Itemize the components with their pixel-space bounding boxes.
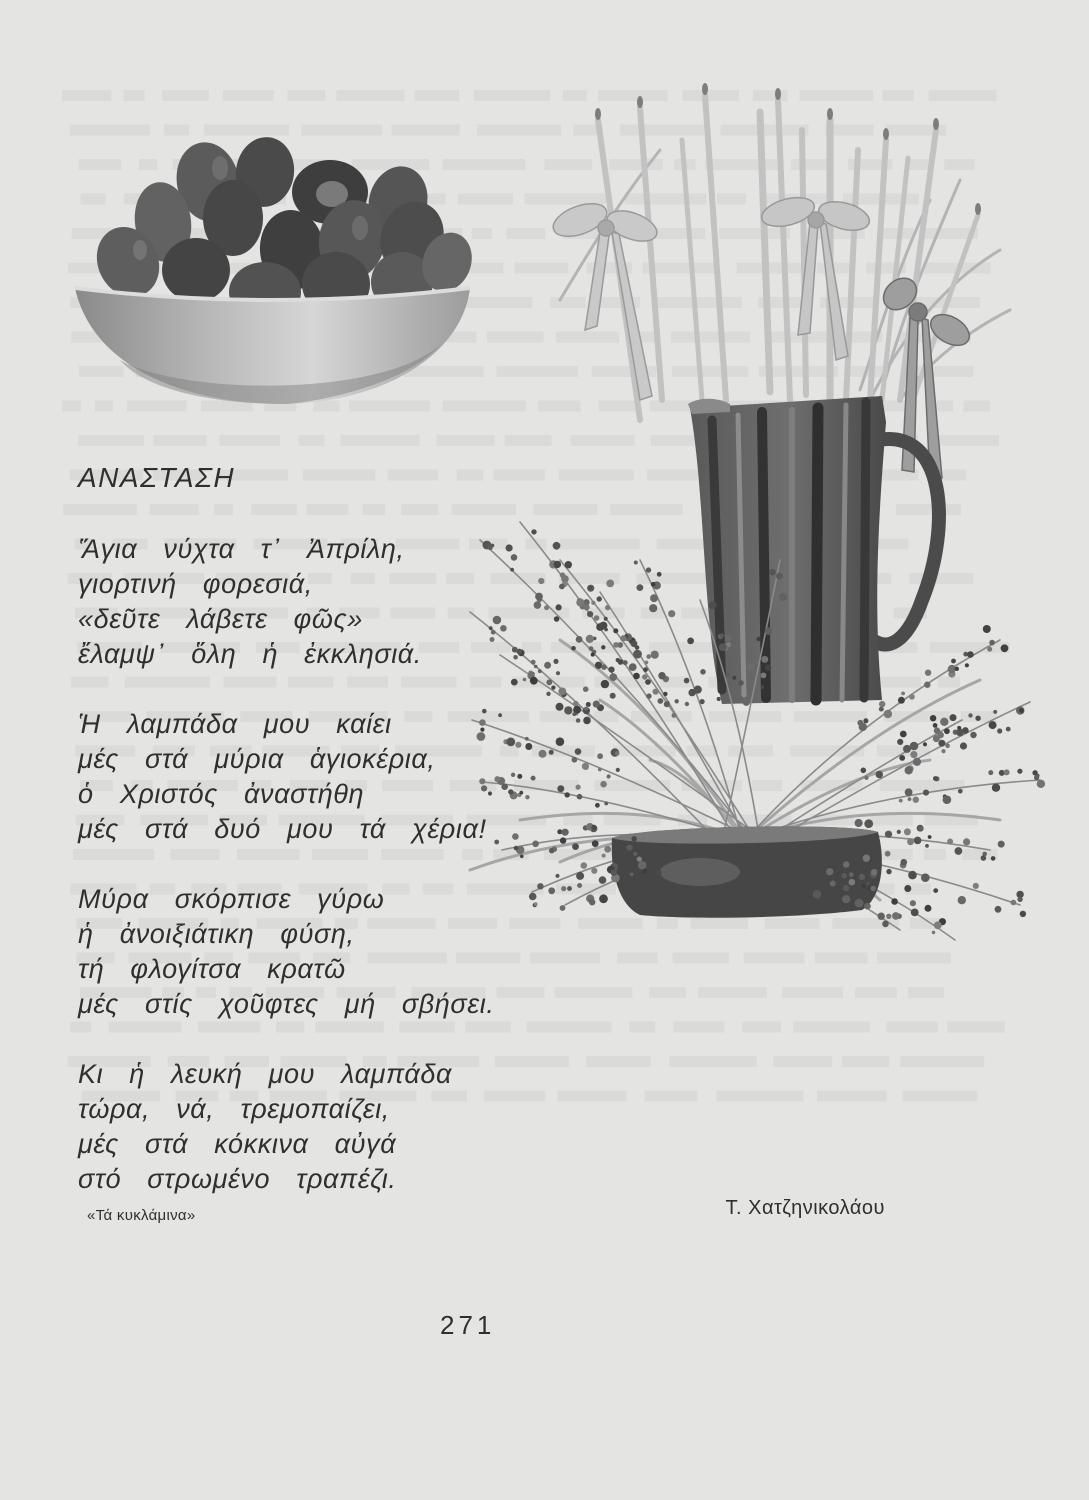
flower-bud: [842, 873, 848, 879]
flower-bud: [862, 884, 866, 888]
show-through-mark: [62, 90, 111, 101]
flower-bud: [944, 728, 950, 734]
flower-bud: [1017, 769, 1022, 774]
show-through-mark: [800, 90, 874, 101]
show-through-mark: [139, 159, 157, 170]
show-through-mark: [842, 1056, 890, 1067]
flower-bud: [830, 881, 836, 887]
flower-bud: [700, 669, 706, 675]
flower-bud: [761, 656, 768, 663]
show-through-mark: [944, 159, 974, 170]
flower-bud: [933, 776, 938, 781]
flower-bud: [925, 905, 932, 912]
show-through-mark: [765, 918, 820, 929]
flower-bud: [943, 795, 952, 804]
flower-bud: [761, 673, 767, 679]
flower-bud: [897, 830, 901, 834]
flower-bud: [932, 931, 936, 935]
show-through-mark: [404, 366, 484, 377]
show-through-mark: [625, 194, 707, 205]
flower-bud: [958, 896, 966, 904]
flower-bud: [934, 921, 942, 929]
show-through-mark: [525, 194, 610, 205]
flower-bud: [866, 882, 870, 886]
show-through-mark: [963, 401, 990, 412]
show-through-mark: [903, 1091, 978, 1102]
show-through-mark: [947, 1022, 1005, 1033]
flower-bud: [904, 828, 911, 835]
candle-flame: [775, 88, 781, 100]
flower-bud: [970, 732, 976, 738]
flower-bud: [901, 692, 905, 696]
flower-bud: [987, 647, 992, 652]
flower-bud: [859, 723, 867, 731]
flower-bud: [913, 797, 919, 803]
show-through-mark: [709, 711, 781, 722]
show-through-mark: [690, 918, 748, 929]
show-through-mark: [910, 573, 974, 584]
flower-bud: [934, 727, 940, 733]
show-through-mark: [514, 263, 568, 274]
flower-bud: [720, 633, 724, 637]
flower-bud: [899, 755, 905, 761]
flower-bud: [945, 744, 950, 749]
flower-bud: [898, 697, 905, 704]
show-through-mark: [877, 746, 930, 757]
show-through-mark: [507, 228, 546, 239]
flower-bud: [892, 912, 900, 920]
show-through-mark: [654, 297, 742, 308]
flower-bud: [684, 678, 690, 684]
show-through-mark: [219, 435, 280, 446]
flower-bud: [921, 873, 930, 882]
flower-bud: [855, 899, 864, 908]
flower-bud: [1001, 644, 1009, 652]
show-through-mark: [752, 780, 782, 791]
show-through-mark: [773, 1056, 832, 1067]
flower-bud: [694, 686, 702, 694]
candle-flame: [975, 203, 981, 215]
flower-bud: [983, 625, 991, 633]
flower-bud: [997, 728, 1002, 733]
show-through-mark: [81, 194, 106, 205]
flower-bud: [685, 702, 689, 706]
page-number: 271: [440, 1310, 496, 1340]
flower-bud: [863, 855, 870, 862]
show-through-mark: [313, 401, 339, 412]
verse-line: ὁ Χριστός ἀναστήθη: [78, 779, 365, 809]
flower-bud: [1011, 900, 1017, 906]
verse-line: μές στά δυό μου τά χέρια!: [78, 814, 487, 844]
show-through-mark: [682, 90, 739, 101]
verse-line: «δεῦτε λάβετε φῶς»: [78, 604, 363, 634]
show-through-mark: [753, 90, 787, 101]
show-through-mark: [352, 159, 430, 170]
flower-bud: [910, 751, 917, 758]
flower-bud: [923, 742, 927, 746]
show-through-mark: [497, 366, 578, 377]
show-through-mark: [598, 90, 668, 101]
candle-flame: [637, 96, 643, 108]
show-through-mark: [474, 90, 550, 101]
flower-bud: [871, 886, 876, 891]
flower-bud: [884, 710, 892, 718]
flower-bud: [746, 664, 754, 672]
flower-bud: [925, 670, 931, 676]
flower-bud: [726, 673, 730, 677]
flower-bud: [876, 771, 883, 778]
show-through-mark: [78, 435, 144, 446]
verse-line: τώρα, νά, τρεμοπαίζει,: [78, 1094, 390, 1124]
flower-bud: [760, 685, 764, 689]
flower-bud: [864, 776, 868, 780]
show-through-mark: [153, 435, 206, 446]
verse-line: Ἅγια νύχτα τ᾽ Ἀπρίλη,: [78, 534, 405, 564]
flower-bud: [732, 676, 736, 680]
flower-bud: [913, 758, 921, 766]
flower-bud: [843, 861, 850, 868]
flower-bud: [886, 914, 891, 919]
flower-bud: [967, 651, 974, 658]
show-through-mark: [79, 159, 122, 170]
flower-bud: [725, 635, 732, 642]
show-through-mark: [95, 401, 113, 412]
flower-bud: [910, 900, 916, 906]
show-through-mark: [672, 366, 749, 377]
flower-bud: [765, 627, 773, 635]
stanza: [78, 532, 678, 672]
verse-line: τή φλογίτσα κρατῶ: [78, 954, 346, 984]
stanza: [78, 707, 678, 847]
poem-source: «Τά κυκλάμινα»: [87, 1207, 196, 1224]
show-through-mark: [164, 125, 189, 136]
flower-bud: [891, 898, 898, 905]
flower-bud: [885, 831, 892, 838]
flower-bud: [1032, 770, 1037, 775]
flower-bud: [826, 868, 833, 875]
show-through-mark: [879, 228, 914, 239]
show-through-mark: [123, 90, 144, 101]
show-through-mark: [127, 401, 187, 412]
show-through-mark: [349, 401, 430, 412]
candle-flame: [883, 128, 889, 140]
flower-bud: [855, 819, 863, 827]
flower-bud: [923, 790, 929, 796]
show-through-mark: [487, 332, 544, 343]
show-through-mark: [204, 125, 289, 136]
flower-bud: [842, 895, 850, 903]
show-through-mark: [301, 125, 382, 136]
show-through-mark: [742, 1022, 781, 1033]
flower-bud: [925, 844, 929, 848]
verse-line: γιορτινή φορεσιά,: [78, 569, 313, 599]
show-through-mark: [70, 125, 150, 136]
show-through-mark: [674, 1022, 725, 1033]
flower-bud: [878, 913, 885, 920]
flower-bud: [965, 663, 969, 667]
show-through-mark: [930, 642, 1010, 653]
flower-bud: [779, 593, 787, 601]
flower-bud: [958, 789, 963, 794]
show-through-mark: [908, 987, 944, 998]
flower-bud: [861, 768, 867, 774]
show-through-mark: [877, 953, 951, 964]
flower-bud: [968, 713, 972, 717]
flower-bud: [988, 770, 993, 775]
show-through-mark: [932, 435, 999, 446]
flower-bud: [928, 835, 932, 839]
show-through-mark: [538, 401, 580, 412]
flower-bud: [719, 643, 727, 651]
flower-bud: [738, 680, 743, 685]
flower-bud: [989, 721, 997, 729]
flower-bud: [914, 837, 922, 845]
show-through-mark: [719, 228, 790, 239]
show-through-mark: [556, 332, 619, 343]
flower-bud: [864, 903, 871, 910]
flower-bud: [743, 698, 751, 706]
flower-bud: [973, 883, 979, 889]
flower-bud: [991, 856, 996, 861]
flower-bud: [960, 742, 967, 749]
verse-line: στό στρωμένο τραπέζι.: [78, 1164, 397, 1194]
show-through-mark: [477, 125, 561, 136]
show-through-mark: [817, 263, 855, 274]
show-through-mark: [443, 159, 526, 170]
show-through-mark: [896, 504, 961, 515]
show-through-mark: [544, 159, 592, 170]
show-through-mark: [938, 677, 960, 688]
show-through-mark: [162, 90, 209, 101]
flower-bud: [905, 766, 913, 774]
show-through-mark: [669, 1056, 756, 1067]
flower-bud: [899, 799, 903, 803]
flower-bud: [900, 731, 907, 738]
flower-bud: [963, 838, 970, 845]
poem: [78, 460, 678, 1232]
show-through-mark: [571, 435, 635, 446]
flower-bud: [859, 874, 865, 880]
show-through-mark: [443, 401, 526, 412]
flower-bud: [1037, 780, 1045, 788]
flower-bud: [863, 718, 868, 723]
verse-line: μές στίς χοῦφτες μή σβήσει.: [78, 989, 495, 1019]
candle: [778, 100, 790, 400]
show-through-mark: [62, 401, 81, 412]
flower-bud: [930, 715, 936, 721]
show-through-mark: [392, 125, 460, 136]
candle-flame: [595, 108, 601, 120]
flower-bud: [901, 859, 908, 866]
flower-bud: [992, 784, 1000, 792]
show-through-mark: [437, 435, 495, 446]
flower-bud: [911, 909, 919, 917]
flower-bud: [955, 847, 963, 855]
flower-bud: [769, 569, 775, 575]
flower-bud: [905, 788, 913, 796]
flower-bud: [700, 699, 705, 704]
flower-bud: [871, 869, 877, 875]
flower-bud: [849, 879, 856, 886]
show-through-mark: [716, 1091, 803, 1102]
poem-author: Τ. Χατζηνικολάου: [725, 1197, 885, 1219]
flower-bud: [1019, 708, 1024, 713]
candle: [760, 112, 770, 392]
flower-bud: [938, 740, 945, 747]
show-through-mark: [886, 1022, 937, 1033]
show-through-mark: [458, 194, 513, 205]
flower-bud: [989, 640, 995, 646]
flower-bud: [962, 727, 969, 734]
show-through-mark: [870, 815, 912, 826]
flower-bud: [910, 873, 916, 879]
show-through-mark: [744, 953, 805, 964]
candle: [705, 95, 726, 400]
show-through-mark: [717, 194, 746, 205]
flower-bud: [864, 819, 873, 828]
flower-bud: [1020, 911, 1026, 917]
show-through-mark: [721, 125, 809, 136]
show-through-mark: [472, 228, 492, 239]
pitcher-illustration: [688, 396, 939, 704]
flower-bud: [940, 718, 948, 726]
flower-bud: [885, 851, 891, 857]
easter-egg-highlight: [352, 216, 368, 240]
flower-bud: [993, 710, 997, 714]
flower-bud: [765, 664, 771, 670]
verse-line: Ἡ λαμπάδα μου καίει: [78, 709, 392, 739]
flower-bud: [910, 742, 919, 751]
show-through-mark: [698, 987, 767, 998]
show-through-mark: [341, 435, 420, 446]
show-through-mark: [794, 711, 867, 722]
show-through-mark: [855, 987, 897, 998]
show-through-mark: [223, 90, 274, 101]
flower-bud: [904, 885, 911, 892]
easter-egg-highlight: [133, 240, 147, 260]
verse-line: ἔλαμψ᾽ ὅλη ἡ ἐκκλησιά.: [78, 639, 422, 669]
show-through-mark: [550, 297, 585, 308]
easter-eggs-bowl-illustration: [75, 133, 480, 404]
flower-bud: [886, 869, 891, 874]
flower-bud: [981, 855, 987, 861]
show-through-mark: [415, 90, 460, 101]
easter-egg: [162, 238, 230, 302]
flower-bud: [950, 714, 957, 721]
flower-bud: [998, 841, 1005, 848]
flower-bud: [849, 872, 854, 877]
show-through-mark: [505, 435, 552, 446]
show-through-mark: [705, 159, 781, 170]
show-through-mark: [815, 953, 868, 964]
show-through-mark: [924, 849, 946, 860]
show-through-mark: [609, 159, 663, 170]
flower-bud: [941, 749, 945, 753]
flower-bud: [951, 659, 956, 664]
flower-bud: [879, 701, 885, 707]
show-through-mark: [599, 401, 636, 412]
flower-bud: [955, 667, 959, 671]
flower-bud: [947, 839, 953, 845]
flower-bud: [717, 697, 721, 701]
poem-title: ΑΝΑΣΤΑΣΗ: [78, 462, 236, 493]
candle-flame: [827, 108, 833, 120]
show-through-mark: [299, 435, 325, 446]
flower-bud: [909, 694, 915, 700]
flower-bud: [995, 906, 1002, 913]
flower-bud: [813, 890, 822, 899]
show-through-mark: [673, 953, 729, 964]
flower-bud: [975, 716, 980, 721]
show-through-mark: [336, 90, 404, 101]
show-through-mark: [782, 987, 843, 998]
verse-line: μές στά κόκκινα αὐγά: [78, 1129, 397, 1159]
flower-bud: [918, 826, 924, 832]
easter-egg-highlight: [212, 156, 228, 180]
show-through-mark: [737, 263, 806, 274]
show-through-mark: [790, 746, 864, 757]
flower-bud: [924, 682, 930, 688]
show-through-mark: [880, 677, 921, 688]
show-through-mark: [79, 366, 124, 377]
show-through-mark: [563, 90, 587, 101]
show-through-mark: [620, 125, 704, 136]
verse-line: ἡ ἀνοιξιάτικη φύση,: [78, 919, 355, 949]
stanza: [78, 882, 678, 1022]
verse-line: Μύρα σκόρπισε γύρω: [78, 884, 385, 914]
flower-bud: [907, 838, 914, 845]
verse-line: Κι ἡ λευκή μου λαμπάδα: [78, 1059, 452, 1089]
flower-bud: [908, 797, 912, 801]
flower-bud: [757, 637, 761, 641]
flower-bud: [1006, 727, 1011, 732]
flower-bud: [933, 888, 938, 893]
flower-bud: [687, 638, 694, 645]
show-through-mark: [882, 90, 914, 101]
candle-flame: [702, 83, 708, 95]
flower-bud: [933, 723, 938, 728]
flower-bud: [879, 707, 884, 712]
stanza: [78, 1057, 678, 1197]
flower-bud: [1004, 769, 1010, 775]
show-through-mark: [929, 90, 997, 101]
flower-bud: [843, 885, 849, 891]
verse-line: μές στά μύρια ἁγιοκέρια,: [78, 744, 436, 774]
flower-bud: [897, 739, 903, 745]
show-through-mark: [728, 746, 773, 757]
show-through-mark: [793, 1022, 870, 1033]
show-through-mark: [671, 332, 750, 343]
flower-bud: [709, 601, 717, 609]
flower-bud: [776, 573, 783, 580]
candle: [846, 150, 858, 400]
flower-bud: [882, 921, 889, 928]
show-through-mark: [817, 1091, 887, 1102]
flower-bud: [957, 726, 961, 730]
show-through-mark: [900, 1056, 984, 1067]
flower-bud: [1017, 897, 1022, 902]
candle-flame: [933, 118, 939, 130]
show-through-mark: [287, 90, 325, 101]
